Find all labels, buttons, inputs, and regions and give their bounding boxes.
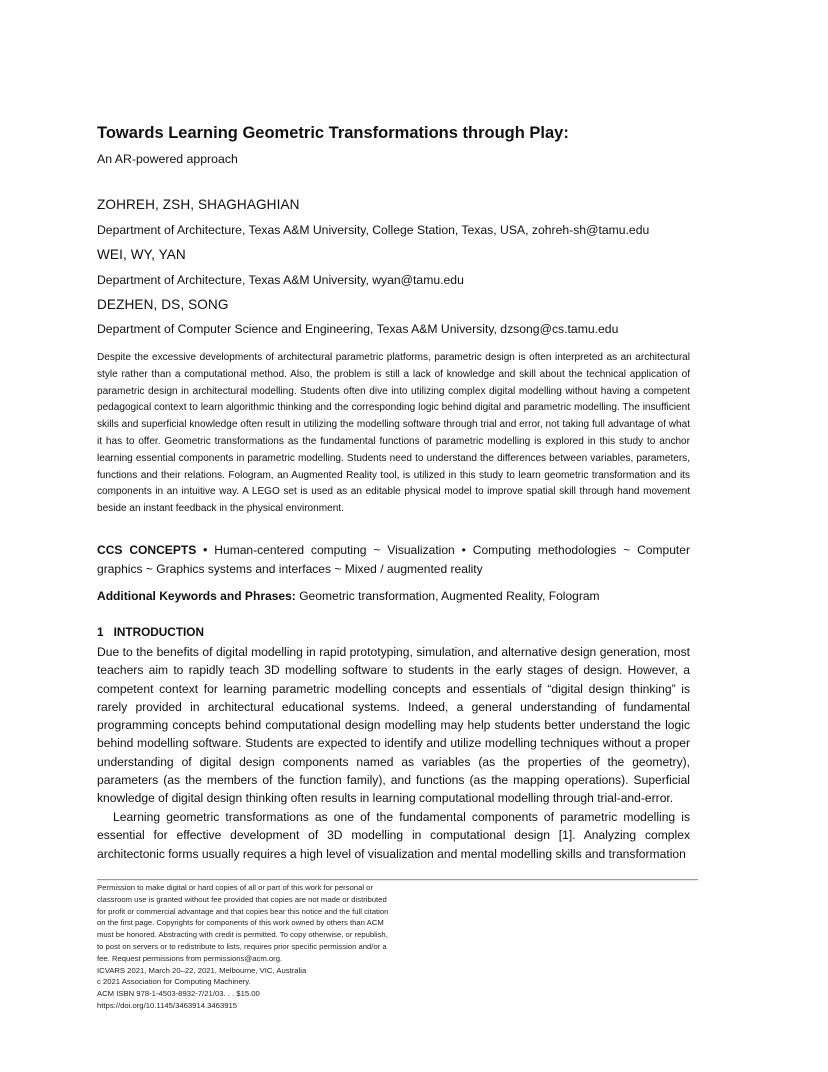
section-number: 1	[97, 625, 104, 639]
footnote-line: classroom use is granted without fee provided that copies are not made or distributed	[97, 894, 387, 904]
keywords-text: Geometric transformation, Augmented Reality, Fologram	[299, 589, 600, 603]
ccs-label: CCS CONCEPTS •	[97, 543, 208, 557]
footnote-line: to post on servers or to redistribute to lists, requires prior specific permission and/or a	[97, 941, 387, 951]
conference-line: ICVARS 2021, March 20–22, 2021, Melbourne, VIC, Australia	[97, 965, 307, 975]
footnote-line: on the first page. Copyrights for components of this work owned by others than ACM	[97, 918, 384, 928]
abstract: Despite the excessive developments of architectural parametric platforms, parametric design is often interpreted as an architectural style rather than a computational method. Also, the problem is still a lack of knowledge and skill about the technical application of parametric design in architectural modelling. Students often dive into utilizing complex digital modelling without having a competent pedagogical context to learn algorithmic thinking and the corresponding logic behind digital and parametric modelling. The insufficient skills and superficial knowledge often result in utilizing the modelling software through trial and error, not taking full advantage of what it has to offer. Geometric transformations as the fundamental functions of parametric modelling is explored in this study to anchor learning essential components in parametric modelling. Students need to understand the differences between variables, parameters, functions and their relations. Fologram, an Augmented Reality tool, is utilized in this study to learn geometric transformation and its components in an intuitive way. A LEGO set is used as an editable physical model to improve spatial skill through hand movement beside an instant feedback in the physical environment.	[97, 352, 690, 515]
author-affiliation-1: Department of Architecture, Texas A&M University, College Station, Texas, USA, zohreh-sh@tamu.edu	[97, 223, 650, 237]
paper-subtitle: An AR-powered approach	[97, 152, 238, 166]
section-title: INTRODUCTION	[113, 625, 204, 639]
author-affiliation-3: Department of Computer Science and Engineering, Texas A&M University, dzsong@cs.tamu.edu	[97, 322, 619, 336]
copyright-footnote	[97, 882, 457, 1012]
copyright-line: c 2021 Association for Computing Machinery.	[97, 977, 251, 987]
author-name-3: DEZHEN, DS, SONG	[97, 297, 229, 312]
footnote-divider	[97, 879, 698, 880]
body-paragraph-1: Due to the benefits of digital modelling in rapid prototyping, simulation, and alternative design generation, most teachers aim to rapidly teach 3D modelling software to students in the early stages of design. However, a competent context for learning parametric modelling concepts and essentials of “digital design thinking” is rarely provided in architectural educational systems. Indeed, a general understanding of fundamental programming concepts behind computational design modelling may help students better understand the logic behind modelling software. Students are expected to identify and utilize modelling techniques without a proper understanding of digital design components named as variables (as the properties of the geometry), parameters (as the members of the function family), and functions (as the mapping operations). Superficial knowledge of digital design thinking often results in learning computational modelling through trial-and-error.	[97, 645, 690, 806]
footnote-line: for profit or commercial advantage and that copies bear this notice and the full citation	[97, 906, 389, 916]
ccs-text: Human-centered computing ~ Visualization • Computing methodologies ~ Computer graphics ~ Graphics systems and interfaces ~ Mixed / augmented reality	[97, 543, 690, 576]
isbn-line: ACM ISBN 978-1-4503-8932-7/21/03. . . $15.00	[97, 989, 260, 999]
author-affiliation-2: Department of Architecture, Texas A&M University, wyan@tamu.edu	[97, 273, 464, 287]
author-name-1: ZOHREH, ZSH, SHAGHAGHIAN	[97, 197, 300, 212]
keywords-label: Additional Keywords and Phrases:	[97, 589, 296, 603]
author-name-2: WEI, WY, YAN	[97, 247, 186, 262]
keywords	[97, 587, 690, 605]
doi-link[interactable]: https://doi.org/10.1145/3463914.3463915	[97, 1000, 238, 1010]
body-paragraph-2: Learning geometric transformations as one of the fundamental components of parametric modelling is essential for effective development of 3D modelling in computational design [1]. Analyzing complex architectonic forms usually requires a high level of visualization and mental modelling skills and transformation	[97, 810, 690, 861]
footnote-line: fee. Request permissions from permissions@acm.org.	[97, 953, 283, 963]
paper-title: Towards Learning Geometric Transformations through Play:	[97, 124, 569, 142]
ccs-concepts	[97, 541, 690, 578]
section-heading-introduction	[97, 625, 204, 639]
footnote-line: must be honored. Abstracting with credit is permitted. To copy otherwise, or republish,	[97, 930, 388, 940]
footnote-line: Permission to make digital or hard copies of all or part of this work for personal or	[97, 883, 374, 892]
